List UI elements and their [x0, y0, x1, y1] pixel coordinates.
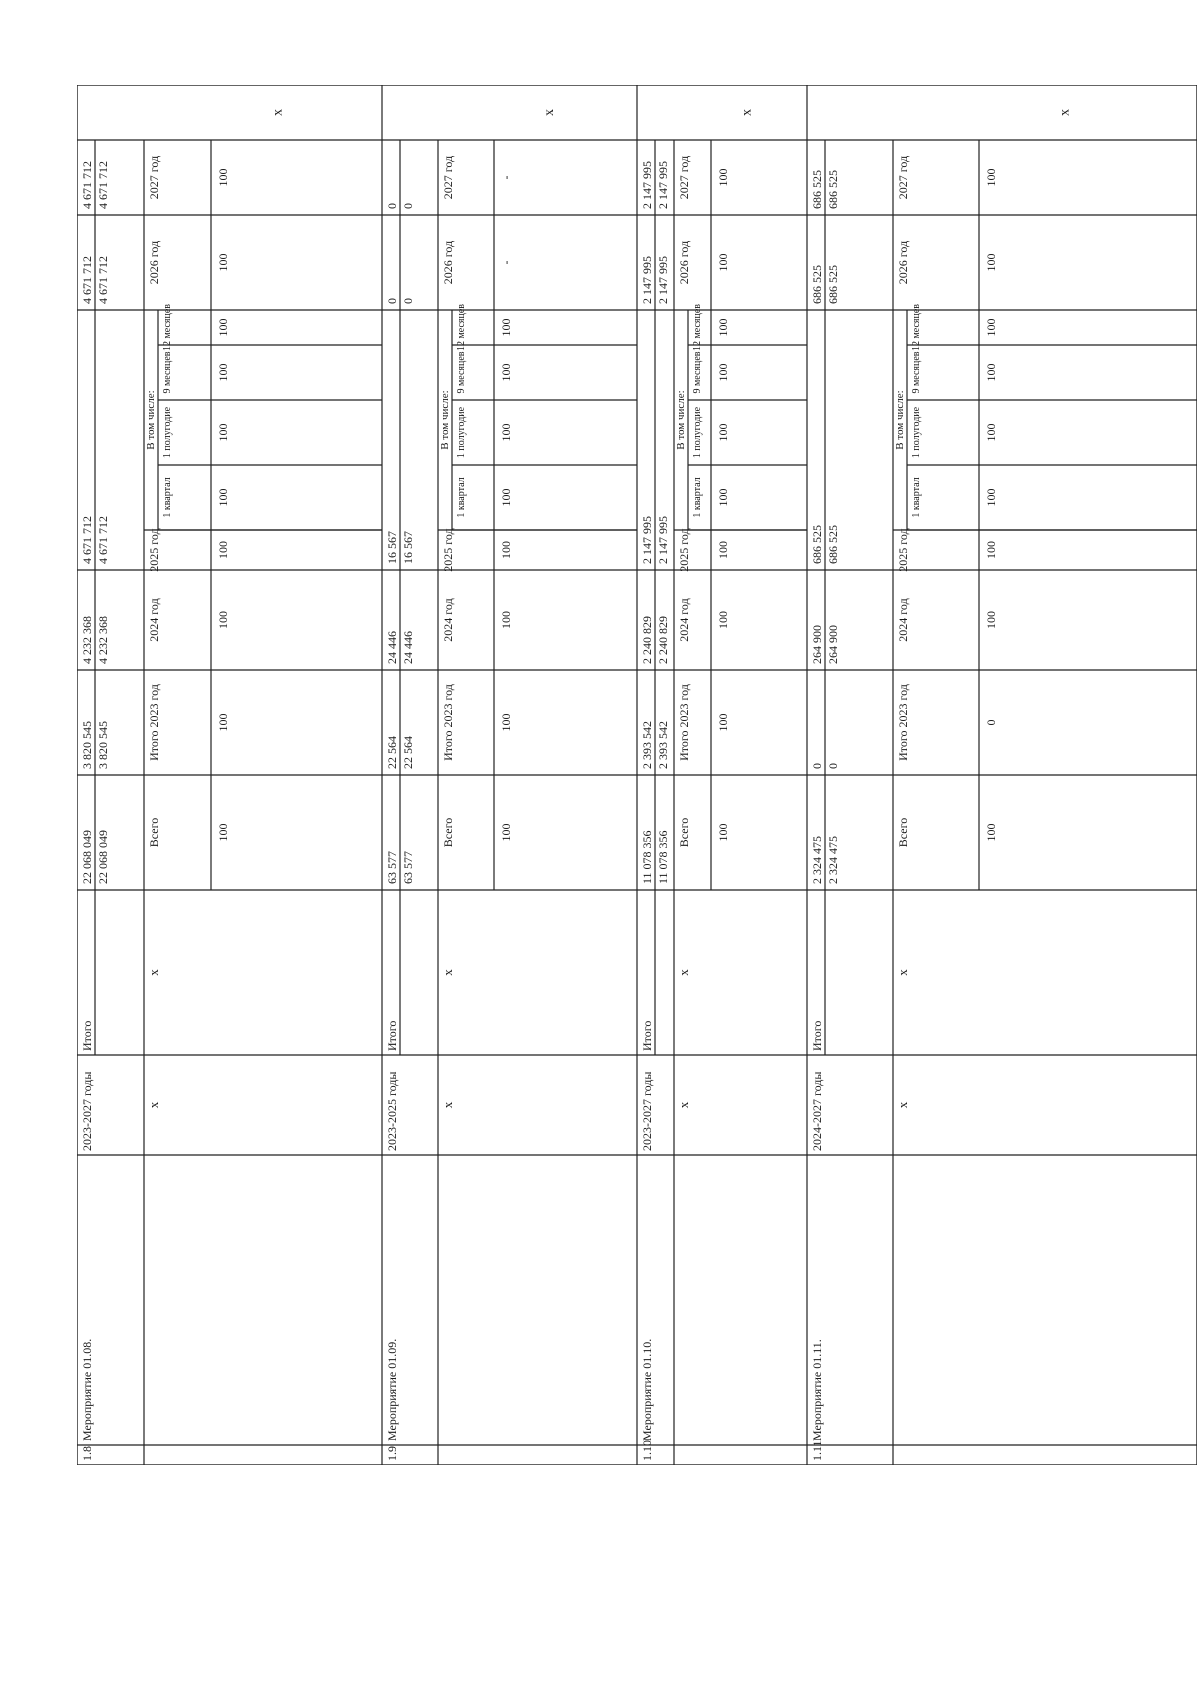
year-header: 2024 год: [147, 598, 161, 642]
result-value: 100: [499, 713, 513, 732]
funding-value: 0: [385, 298, 399, 304]
result-value: 100: [716, 823, 730, 842]
funding-value: 2 147 995: [656, 256, 670, 304]
x-mark: x: [895, 1101, 910, 1109]
year-header: 2026 год: [147, 240, 161, 285]
sub-header: В том числе:: [894, 390, 906, 450]
year-header: 2027 год: [896, 155, 910, 200]
result-value: 100: [716, 488, 730, 507]
result-value: 100: [984, 423, 998, 442]
year-header: 2024 год: [896, 598, 910, 642]
result-value: 100: [499, 488, 513, 507]
funding-value: 22 068 049: [80, 830, 94, 884]
result-value: 100: [716, 541, 730, 559]
funding-value: 22 564: [385, 736, 399, 769]
period-label: 2023-2027 годы: [640, 1071, 654, 1151]
quarter-header: 9 месяцев: [911, 351, 922, 394]
year-header: 2027 год: [677, 155, 691, 200]
funding-value: 4 671 712: [96, 161, 110, 209]
result-value: 100: [716, 168, 730, 187]
result-value: 100: [716, 318, 730, 337]
result-value: 100: [499, 541, 513, 559]
year-header: 2026 год: [677, 240, 691, 285]
row-number: 1.11: [810, 1440, 824, 1461]
funding-value: 0: [401, 203, 415, 209]
quarter-header: 1 полугодие: [692, 406, 703, 459]
result-value: 100: [984, 318, 998, 337]
result-value: 100: [984, 823, 998, 842]
result-value: 100: [216, 168, 230, 187]
quarter-header: 12 месяцев: [456, 303, 467, 352]
funding-value: 2 393 542: [640, 721, 654, 769]
quarter-header: 1 квартал: [162, 477, 173, 518]
year-header: 2024 год: [441, 598, 455, 642]
activity-title: Мероприятие 01.10.: [640, 1338, 654, 1441]
funding-value: 2 147 995: [656, 161, 670, 209]
result-value: -: [499, 175, 513, 180]
funding-value: 4 671 712: [96, 256, 110, 304]
funding-value: 0: [810, 763, 824, 769]
quarter-header: 1 полугодие: [162, 406, 173, 459]
result-value: 100: [984, 168, 998, 187]
quarter-header: 1 квартал: [911, 477, 922, 518]
result-value: 100: [216, 423, 230, 442]
result-value: 100: [216, 488, 230, 507]
year-header: 2026 год: [441, 240, 455, 285]
year-header: 2027 год: [147, 155, 161, 200]
funding-value: 686 525: [826, 265, 840, 304]
funding-value: 2 147 995: [640, 516, 654, 564]
sub-header: В том числе:: [675, 390, 687, 450]
funding-value: 63 577: [401, 851, 415, 884]
result-value: 100: [499, 318, 513, 337]
year-header: Всего: [147, 817, 161, 848]
result-value: 0: [984, 719, 998, 726]
funding-value: 2 147 995: [656, 516, 670, 564]
quarter-header: 1 полугодие: [456, 406, 467, 459]
year-header: Всего: [677, 817, 691, 848]
period-label: 2023-2027 годы: [80, 1071, 94, 1151]
funding-value: 16 567: [401, 531, 415, 564]
result-value: 100: [216, 318, 230, 337]
funding-value: 2 240 829: [656, 616, 670, 664]
funding-value: 686 525: [826, 525, 840, 564]
funding-value: 0: [826, 763, 840, 769]
x-mark: x: [440, 1101, 455, 1109]
funding-value: 2 240 829: [640, 616, 654, 664]
funding-value: 686 525: [810, 265, 824, 304]
funding-source: Итого: [810, 1020, 824, 1051]
year-header: 2024 год: [677, 598, 691, 642]
sub-header: В том числе:: [145, 390, 157, 450]
funding-value: 22 068 049: [96, 830, 110, 884]
quarter-header: 1 квартал: [456, 477, 467, 518]
funding-value: 16 567: [385, 531, 399, 564]
year-header: 2025 год: [677, 528, 691, 572]
document-table: [77, 85, 1197, 1465]
x-mark: x: [541, 109, 557, 116]
year-header: Итого 2023 год: [441, 684, 455, 761]
rotated-table: [77, 85, 1197, 1465]
funding-value: 2 147 995: [640, 256, 654, 304]
quarter-header: 12 месяцев: [911, 303, 922, 352]
funding-value: 4 232 368: [96, 616, 110, 664]
result-value: 100: [984, 541, 998, 559]
period-label: 2023-2025 годы: [385, 1071, 399, 1151]
activity-title: Мероприятие 01.11.: [810, 1339, 824, 1441]
result-value: 100: [216, 541, 230, 559]
funding-value: 4 671 712: [80, 516, 94, 564]
funding-value: 24 446: [401, 631, 415, 664]
result-value: -: [499, 260, 513, 265]
year-header: 2027 год: [441, 155, 455, 200]
result-value: 100: [216, 363, 230, 382]
result-value: 100: [716, 423, 730, 442]
x-mark: x: [676, 1101, 691, 1109]
funding-value: 686 525: [810, 170, 824, 209]
funding-value: 63 577: [385, 851, 399, 884]
year-header: 2025 год: [896, 528, 910, 572]
funding-value: 2 324 475: [810, 836, 824, 884]
result-value: 100: [499, 823, 513, 842]
funding-value: 4 232 368: [80, 616, 94, 664]
quarter-header: 1 полугодие: [911, 406, 922, 459]
funding-value: 2 324 475: [826, 836, 840, 884]
funding-source: Итого: [80, 1020, 94, 1051]
row-number: 1.8: [80, 1446, 94, 1461]
funding-value: 0: [385, 203, 399, 209]
result-value: 100: [716, 713, 730, 732]
x-mark: x: [270, 109, 286, 116]
year-header: 2025 год: [147, 528, 161, 572]
x-mark: x: [895, 969, 910, 976]
activity-title: Мероприятие 01.08.: [80, 1338, 94, 1441]
activity-title: Мероприятие 01.09.: [385, 1338, 399, 1441]
result-value: 100: [984, 611, 998, 629]
funding-value: 0: [401, 298, 415, 304]
sub-header: В том числе:: [439, 390, 451, 450]
quarter-header: 12 месяцев: [692, 303, 703, 352]
funding-source: Итого: [640, 1020, 654, 1051]
result-value: 100: [499, 363, 513, 382]
funding-value: 11 078 356: [656, 830, 670, 884]
funding-value: 3 820 545: [80, 721, 94, 769]
funding-value: 2 147 995: [640, 161, 654, 209]
funding-value: 2 393 542: [656, 721, 670, 769]
funding-value: 11 078 356: [640, 830, 654, 884]
funding-value: 4 671 712: [96, 516, 110, 564]
year-header: Итого 2023 год: [677, 684, 691, 761]
result-value: 100: [984, 488, 998, 507]
result-value: 100: [216, 611, 230, 629]
x-mark: x: [1057, 109, 1073, 116]
quarter-header: 9 месяцев: [456, 351, 467, 394]
x-mark: x: [676, 969, 691, 976]
result-value: 100: [216, 823, 230, 842]
result-value: 100: [499, 423, 513, 442]
funding-value: 3 820 545: [96, 721, 110, 769]
funding-source: Итого: [385, 1020, 399, 1051]
result-value: 100: [984, 253, 998, 272]
result-value: 100: [716, 611, 730, 629]
year-header: 2026 год: [896, 240, 910, 285]
x-mark: x: [440, 969, 455, 976]
funding-value: 4 671 712: [80, 256, 94, 304]
funding-value: 22 564: [401, 736, 415, 769]
year-header: Итого 2023 год: [147, 684, 161, 761]
quarter-header: 9 месяцев: [692, 351, 703, 394]
year-header: Итого 2023 год: [896, 684, 910, 761]
row-number: 1.10: [640, 1440, 654, 1461]
funding-value: 686 525: [810, 525, 824, 564]
result-value: 100: [716, 253, 730, 272]
x-mark: x: [146, 969, 161, 976]
funding-value: 264 900: [810, 625, 824, 664]
x-mark: x: [146, 1101, 161, 1109]
year-header: Всего: [896, 817, 910, 848]
quarter-header: 1 квартал: [692, 477, 703, 518]
funding-value: 686 525: [826, 170, 840, 209]
result-value: 100: [716, 363, 730, 382]
result-value: 100: [984, 363, 998, 382]
quarter-header: 9 месяцев: [162, 351, 173, 394]
result-value: 100: [499, 611, 513, 629]
period-label: 2024-2027 годы: [810, 1071, 824, 1151]
funding-value: 264 900: [826, 625, 840, 664]
year-header: 2025 год: [441, 528, 455, 572]
quarter-header: 12 месяцев: [162, 303, 173, 352]
x-mark: x: [739, 109, 755, 116]
year-header: Всего: [441, 817, 455, 848]
funding-value: 24 446: [385, 631, 399, 664]
row-number: 1.9: [385, 1446, 399, 1461]
result-value: 100: [216, 253, 230, 272]
funding-value: 4 671 712: [80, 161, 94, 209]
result-value: 100: [216, 713, 230, 732]
